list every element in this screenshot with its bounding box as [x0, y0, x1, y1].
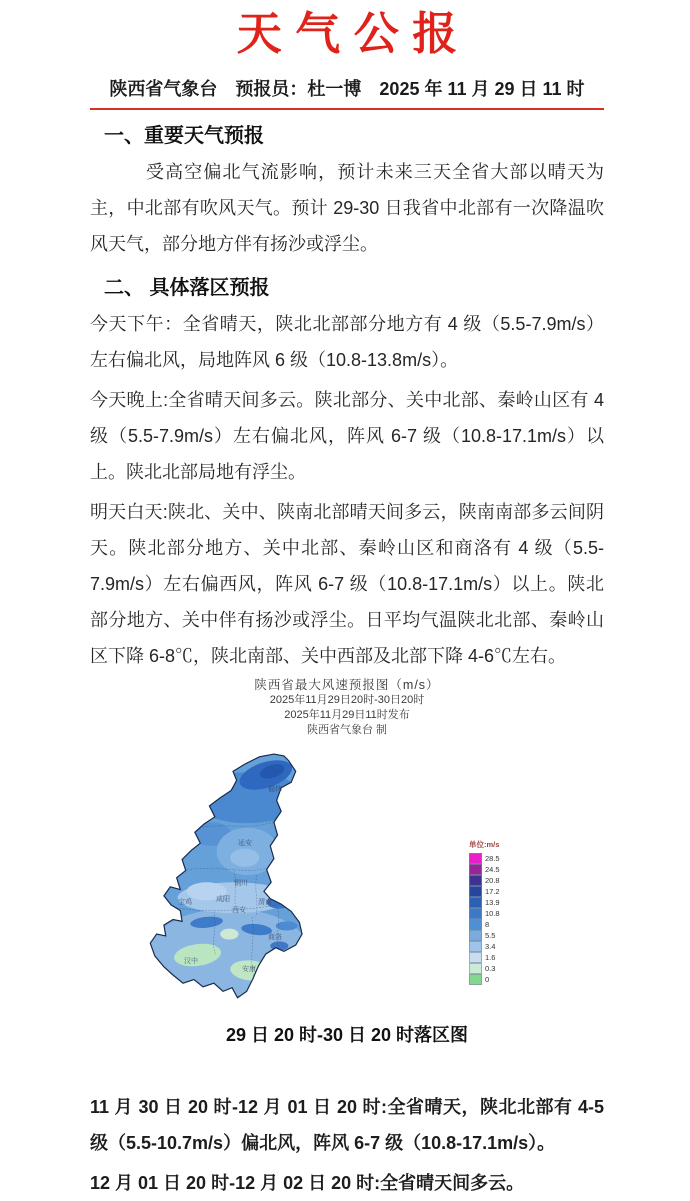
wind-legend-items	[469, 853, 500, 985]
map-title-block	[90, 678, 604, 738]
legend-item	[469, 875, 500, 886]
legend-color-swatch	[469, 875, 482, 886]
legend-value: 5.5	[485, 931, 496, 941]
legend-item	[469, 963, 500, 974]
legend-color-swatch	[469, 941, 482, 952]
legend-value: 28.5	[485, 854, 500, 864]
shaanxi-wind-map	[143, 741, 343, 1009]
forecast-tomorrow-daytime: 明天白天:陕北、关中、陕南北部晴天间多云，陕南南部多云间阴天。陕北部分地方、关中北部、秦岭山区和商洛有 4 级（5.5-7.9m/s）左右偏西风，阵风 6-7 级（10.8-17.1m/s）以上。陕北部分地方、关中伴有扬沙或浮尘。日平均气温陕北北部、秦岭山区下降 6-8℃，陕北南部、关中西部及北部下降 4-6℃左右。	[90, 502, 604, 667]
map-city-label: 延安	[238, 840, 252, 848]
map-city-label: 商洛	[268, 933, 282, 941]
legend-item	[469, 853, 500, 864]
legend-color-swatch	[469, 864, 482, 875]
section-1-heading: 一、重要天气预报	[104, 125, 264, 148]
map-valid-period: 2025年11月29日20时-30日20时	[269, 694, 425, 707]
map-title: 陕西省最大风速预报图（m/s）	[254, 678, 440, 693]
forecast-dec01-dec02: 12 月 01 日 20 时-12 月 02 日 20 时:全省晴天间多云。	[90, 1173, 525, 1194]
map-city-label: 安康	[242, 966, 256, 974]
wind-speed-legend	[469, 839, 500, 985]
map-city-label: 西安	[232, 907, 246, 915]
map-caption: 29 日 20 时-30 日 20 时落区图	[225, 1025, 469, 1046]
forecast-tonight: 今天晚上:全省晴天间多云。陕北部分、关中北部、秦岭山区有 4 级（5.5-7.9m/s）左右偏北风，阵风 6-7 级（10.8-17.1m/s）以上。陕北北部局地有浮尘。	[90, 390, 604, 483]
section-1-paragraph: 受高空偏北气流影响，预计未来三天全省大部以晴天为主，中北部有吹风天气。预计 29-30 日我省中北部有一次降温吹风天气，部分地方伴有扬沙或浮尘。	[90, 162, 604, 255]
legend-item	[469, 919, 500, 930]
legend-color-swatch	[469, 952, 482, 963]
forecast-this-afternoon: 今天下午：全省晴天，陕北北部部分地方有 4 级（5.5-7.9m/s）左右偏北风，局地阵风 6 级（10.8-13.8m/s）。	[90, 314, 604, 371]
document-title: 天气公报	[236, 9, 471, 59]
legend-value: 10.8	[485, 909, 500, 919]
legend-title: 单位:m/s	[469, 840, 500, 850]
legend-item	[469, 886, 500, 897]
legend-value: 3.4	[485, 942, 496, 952]
legend-item	[469, 974, 500, 985]
map-city-label: 咸阳	[216, 896, 230, 904]
legend-color-swatch	[469, 886, 482, 897]
map-issue-time: 2025年11月29日11时发布	[284, 709, 410, 722]
legend-item	[469, 864, 500, 875]
legend-value: 13.9	[485, 898, 500, 908]
legend-value: 0.3	[485, 964, 496, 974]
legend-value: 0	[485, 975, 490, 985]
legend-value: 1.6	[485, 953, 496, 963]
legend-value: 8	[485, 920, 490, 930]
legend-value: 20.8	[485, 876, 500, 886]
legend-color-swatch	[469, 897, 482, 908]
legend-value: 24.5	[485, 865, 500, 875]
map-city-label: 汉中	[184, 958, 198, 965]
extended-forecast-block	[90, 1089, 604, 1201]
legend-color-swatch	[469, 963, 482, 974]
map-city-label: 宝鸡	[178, 899, 192, 907]
map-city-label: 铜川	[234, 880, 248, 888]
legend-color-swatch	[469, 930, 482, 941]
legend-color-swatch	[469, 908, 482, 919]
issuer-forecaster-datetime-line: 陕西省气象台 预报员：杜一博 2025 年 11 月 29 日 11 时	[90, 75, 604, 110]
forecast-nov30-dec01: 11 月 30 日 20 时-12 月 01 日 20 时:全省晴天，陕北北部有 4-5 级（5.5-10.7m/s）偏北风，阵风 6-7 级（10.8-17.1m/s）。	[90, 1097, 604, 1154]
legend-color-swatch	[469, 919, 482, 930]
legend-item	[469, 952, 500, 963]
legend-color-swatch	[469, 974, 482, 985]
section-2-heading: 二、 具体落区预报	[104, 277, 270, 300]
map-producer: 陕西省气象台 制	[306, 724, 388, 737]
legend-item	[469, 908, 500, 919]
legend-color-swatch	[469, 853, 482, 864]
legend-item	[469, 941, 500, 952]
map-city-label: 渭南	[258, 899, 272, 907]
map-city-label: 榆林	[268, 786, 282, 794]
legend-item	[469, 930, 500, 941]
legend-item	[469, 897, 500, 908]
legend-value: 17.2	[485, 887, 500, 897]
map-area	[137, 741, 557, 1011]
wind-speed-forecast-figure	[90, 678, 604, 1047]
